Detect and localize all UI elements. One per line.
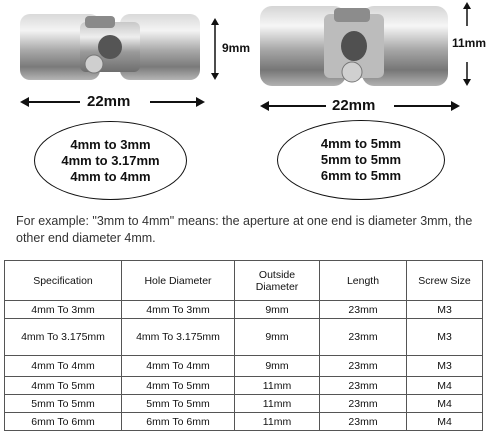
coupler-image-small [10, 4, 210, 90]
table-cell: M3 [407, 319, 483, 356]
table-cell: 11mm [235, 395, 320, 413]
column-header: Screw Size [407, 261, 483, 301]
table-row [5, 319, 483, 356]
table-row [5, 301, 483, 319]
table-cell: M3 [407, 301, 483, 319]
table-cell: M3 [407, 356, 483, 377]
table-cell: 23mm [320, 377, 407, 395]
table-cell: 4mm To 3mm [122, 301, 235, 319]
table-cell: 23mm [320, 395, 407, 413]
table-cell: M4 [407, 395, 483, 413]
table-cell: 23mm [320, 301, 407, 319]
table-cell: M4 [407, 377, 483, 395]
table-cell: 4mm To 3.175mm [5, 319, 122, 356]
table-row [5, 413, 483, 431]
table-header-row [5, 261, 483, 301]
table-cell: 4mm To 5mm [122, 377, 235, 395]
table-cell: 23mm [320, 319, 407, 356]
table-cell: 4mm To 4mm [5, 356, 122, 377]
coupler-image-large [254, 0, 454, 94]
table-cell: 5mm To 5mm [122, 395, 235, 413]
table-cell: 23mm [320, 413, 407, 431]
table-cell: 9mm [235, 301, 320, 319]
table-cell: 9mm [235, 319, 320, 356]
width-label-small: 22mm [87, 93, 131, 110]
table-cell: M4 [407, 413, 483, 431]
specification-table [4, 260, 483, 431]
table-cell: 4mm To 3mm [5, 301, 122, 319]
height-label-large: 11mm [452, 36, 487, 50]
table-cell: 6mm To 6mm [5, 413, 122, 431]
column-header: Hole Diameter [122, 261, 235, 301]
table-row [5, 377, 483, 395]
size-options-small [34, 121, 187, 200]
size-option: 4mm to 3mm [70, 136, 151, 152]
height-arrow-icon [210, 18, 220, 80]
table-cell: 5mm To 5mm [5, 395, 122, 413]
table-row [5, 356, 483, 377]
table-cell: 4mm To 3.175mm [122, 319, 235, 356]
table-cell: 23mm [320, 356, 407, 377]
table-cell: 11mm [235, 413, 320, 431]
size-options-large [277, 120, 445, 200]
table-cell: 4mm To 5mm [5, 377, 122, 395]
table-cell: 6mm To 6mm [122, 413, 235, 431]
width-label-large: 22mm [332, 97, 376, 114]
table-cell: 9mm [235, 356, 320, 377]
size-option: 5mm to 5mm [320, 152, 402, 167]
table-cell: 4mm To 4mm [122, 356, 235, 377]
height-label-small: 9mm [222, 41, 251, 55]
table-row [5, 395, 483, 413]
example-description: For example: "3mm to 4mm" means: the aperture at one end is diameter 3mm, the other end diameter 4mm. [16, 214, 473, 245]
size-option: 4mm to 3.17mm [61, 152, 160, 168]
column-header: Outside Diameter [235, 261, 320, 301]
table-cell: 11mm [235, 377, 320, 395]
size-option: 4mm to 4mm [70, 168, 151, 184]
column-header: Specification [5, 261, 122, 301]
size-option: 6mm to 5mm [320, 168, 402, 183]
size-option: 4mm to 5mm [320, 136, 402, 151]
column-header: Length [320, 261, 407, 301]
